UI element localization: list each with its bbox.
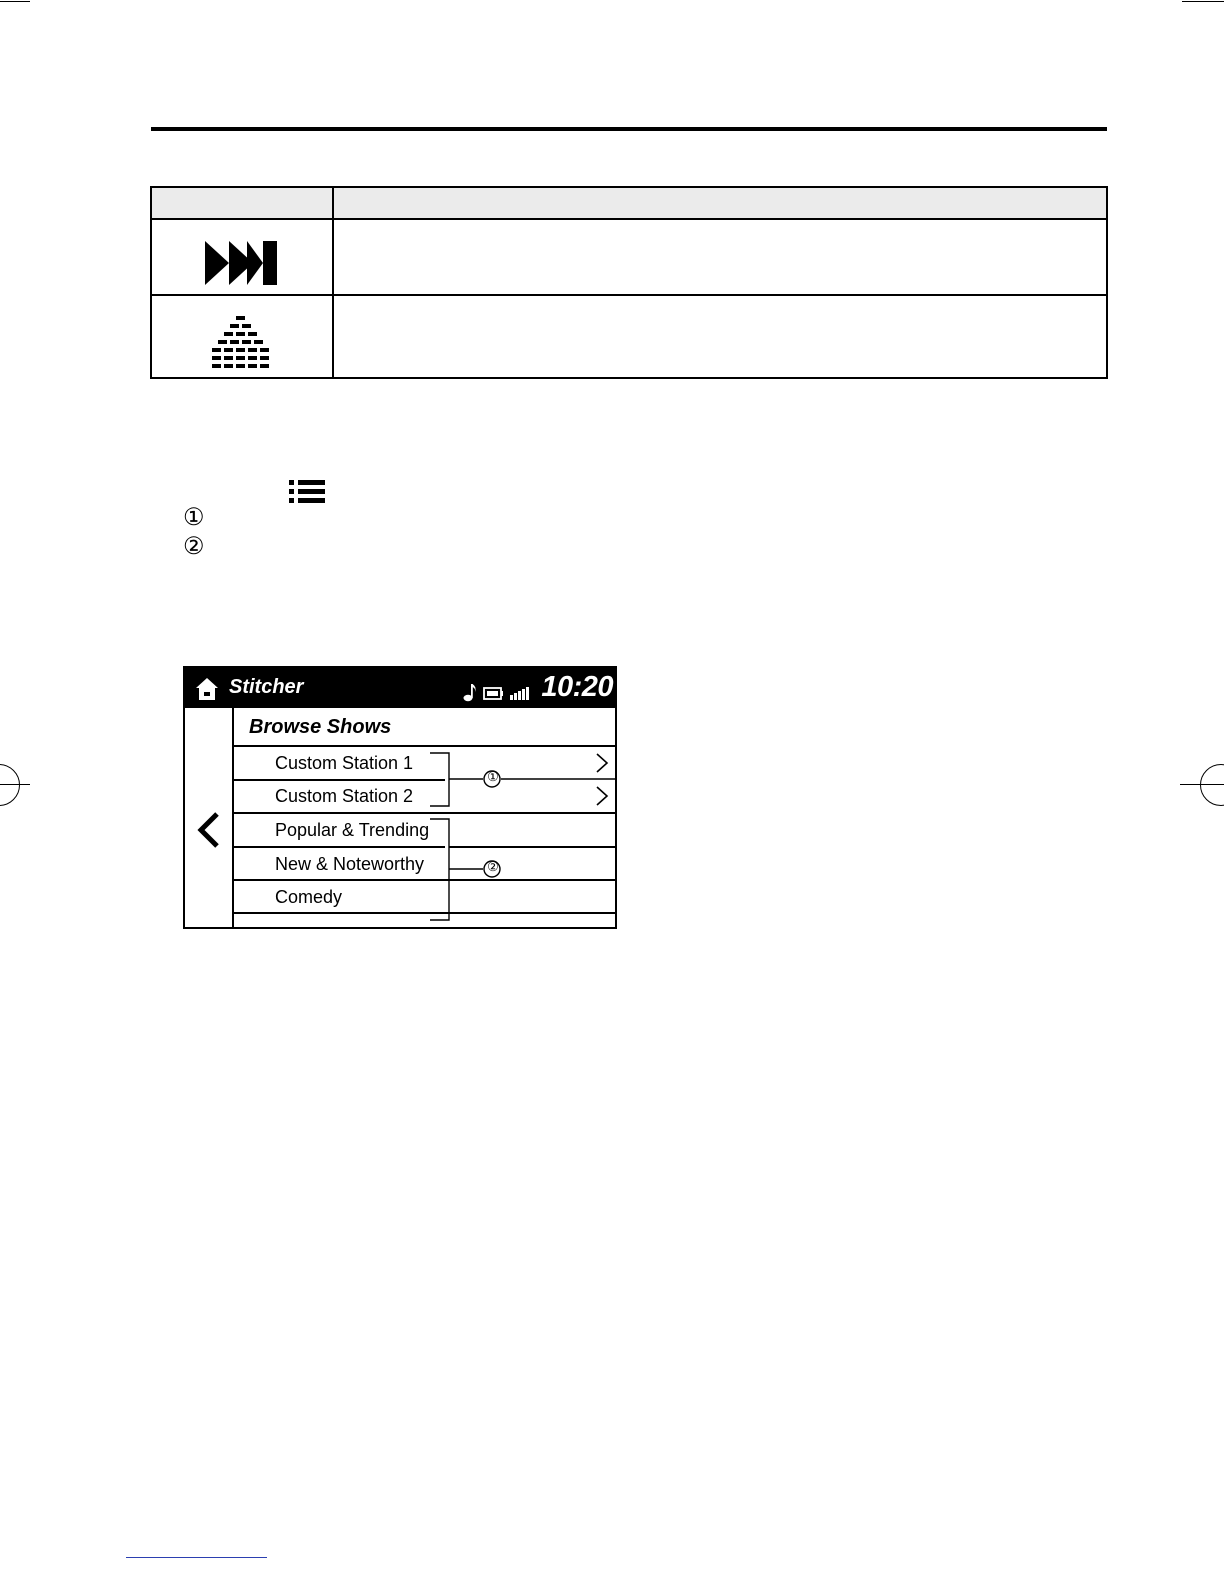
list-item-new-noteworthy[interactable]: New & Noteworthy bbox=[275, 854, 425, 874]
table-header-icon bbox=[151, 187, 333, 219]
registration-circle-left bbox=[0, 764, 20, 806]
table-header-description bbox=[333, 187, 1107, 219]
marker-2: ② bbox=[183, 533, 205, 560]
app-title: Stitcher bbox=[229, 676, 304, 698]
callout-brackets bbox=[185, 668, 615, 927]
top-rule bbox=[151, 127, 1107, 131]
list-item-comedy[interactable]: Comedy bbox=[275, 887, 343, 907]
equalizer-icon bbox=[210, 316, 274, 372]
icon-table bbox=[150, 186, 1108, 379]
crop-mark-top-right bbox=[1182, 1, 1224, 2]
crop-mark-top-left bbox=[0, 1, 30, 2]
registration-circle-right bbox=[1200, 764, 1224, 806]
table-header-row bbox=[151, 187, 1107, 219]
list-item-popular-trending[interactable]: Popular & Trending bbox=[275, 820, 430, 840]
list-icon bbox=[289, 479, 327, 505]
skip-forward-icon bbox=[205, 239, 279, 287]
callout-1: ① bbox=[487, 769, 499, 784]
table-cell-icon bbox=[151, 219, 333, 295]
stitcher-screen bbox=[183, 666, 617, 929]
table-cell-description bbox=[333, 219, 1107, 295]
marker-1: ① bbox=[183, 504, 205, 531]
footer-link-underline bbox=[126, 1557, 267, 1558]
table-row bbox=[151, 295, 1107, 378]
list-item-custom-station-2[interactable]: Custom Station 2 bbox=[275, 786, 414, 806]
callout-2: ② bbox=[487, 859, 499, 874]
list-item-custom-station-1[interactable]: Custom Station 1 bbox=[275, 753, 414, 773]
clock: 10:20 bbox=[541, 671, 613, 703]
section-title: Browse Shows bbox=[249, 716, 392, 738]
table-cell-icon bbox=[151, 295, 333, 378]
table-cell-description bbox=[333, 295, 1107, 378]
table-row bbox=[151, 219, 1107, 295]
